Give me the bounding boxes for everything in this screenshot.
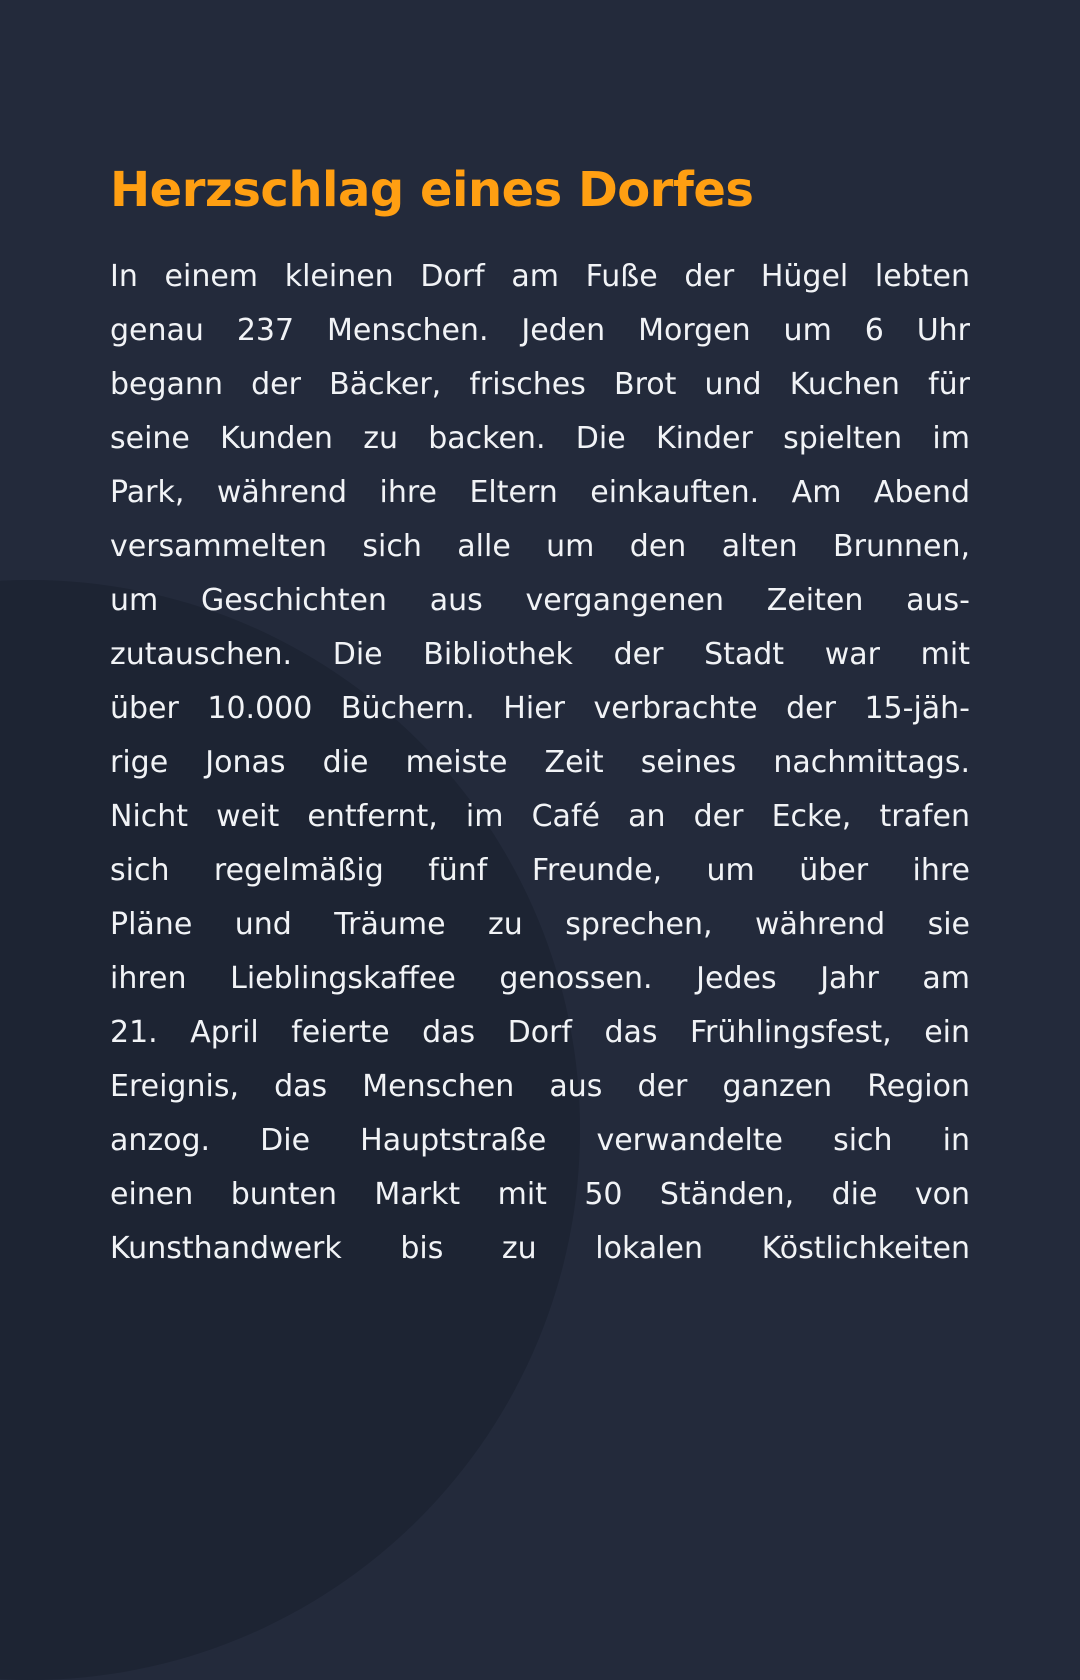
body-line: Nicht weit entfernt, im Café an der Ecke, trafen xyxy=(110,799,970,834)
body-line: In einem kleinen Dorf am Fuße der Hügel lebten xyxy=(110,259,970,294)
body-line: Ereignis, das Menschen aus der ganzen Region xyxy=(110,1069,970,1104)
body-line: ihren Lieblingskaffee genossen. Jedes Jahr am xyxy=(110,961,970,996)
body-line: 21. April feierte das Dorf das Frühlingsfest, ein xyxy=(110,1015,970,1050)
body-line: zutauschen. Die Bibliothek der Stadt war mit xyxy=(110,637,970,672)
body-line: Kunsthandwerk bis zu lokalen Köstlichkeiten xyxy=(110,1231,970,1266)
body-line: einen bunten Markt mit 50 Ständen, die von xyxy=(110,1177,970,1212)
body-line: versammelten sich alle um den alten Brunnen, xyxy=(110,529,970,564)
body-line: seine Kunden zu backen. Die Kinder spielten im xyxy=(110,421,970,456)
article-title: Herzschlag eines Dorfes xyxy=(110,162,754,218)
article-body xyxy=(110,250,970,1276)
body-line: begann der Bäcker, frisches Brot und Kuchen für xyxy=(110,367,970,402)
body-line: Pläne und Träume zu sprechen, während sie xyxy=(110,907,970,942)
body-line: um Geschichten aus vergangenen Zeiten aus- xyxy=(110,583,970,618)
body-line: genau 237 Menschen. Jeden Morgen um 6 Uhr xyxy=(110,313,970,348)
article xyxy=(110,0,970,1440)
body-line: Park, während ihre Eltern einkauften. Am Abend xyxy=(110,475,970,510)
body-line: rige Jonas die meiste Zeit seines nachmittags. xyxy=(110,745,970,780)
body-line: sich regelmäßig fünf Freunde, um über ihre xyxy=(110,853,970,888)
body-line: über 10.000 Büchern. Hier verbrachte der 15-jäh- xyxy=(110,691,970,726)
body-line: anzog. Die Hauptstraße verwandelte sich in xyxy=(110,1123,970,1158)
